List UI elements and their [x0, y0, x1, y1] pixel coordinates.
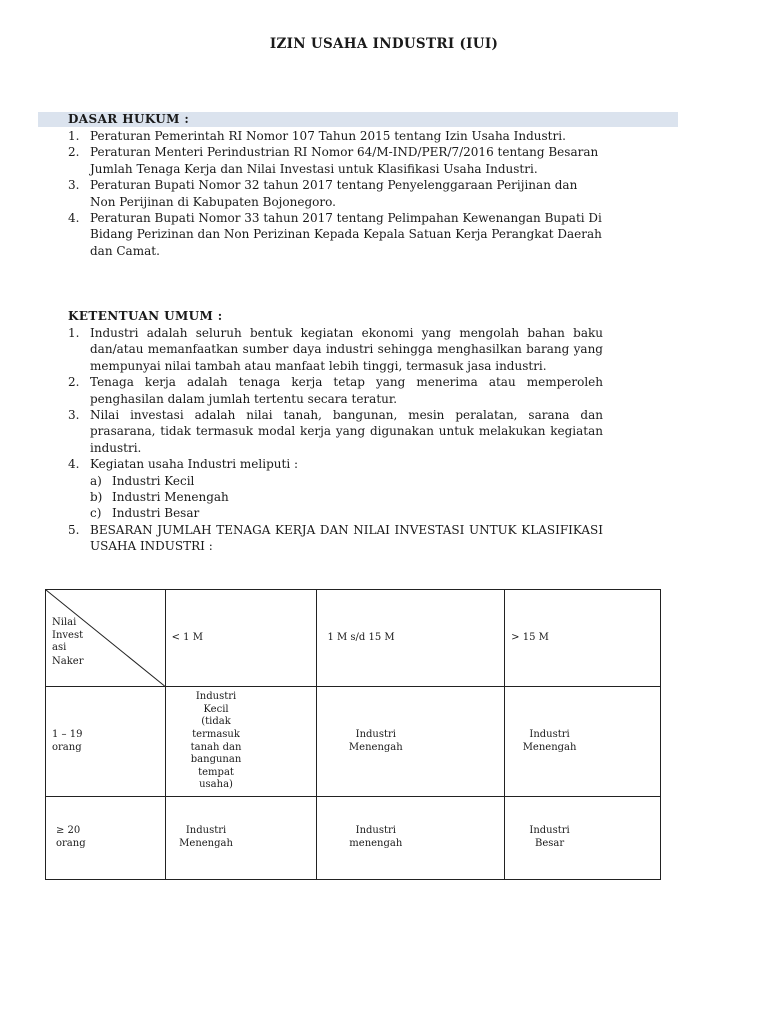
list-item: 2. Peraturan Menteri Perindustrian RI Nomor 64/M-IND/PER/7/2016 tentang Besaran Jumlah Tenaga Kerja dan Nilai Investasi untuk Klasifikasi Usaha Industri.	[68, 145, 599, 176]
list-item: 5. BESARAN JUMLAH TENAGA KERJA DAN NILAI INVESTASI UNTUK KLASIFIKASI USAHA INDUSTRI :	[68, 522, 603, 554]
table-cell: Industri Menengah	[165, 797, 317, 880]
table-cell: Industri menengah	[317, 797, 505, 880]
list-item: 3. Nilai investasi adalah nilai tanah, bangunan, mesin peralatan, sarana dan prasarana, tidak termasuk modal kerja yang digunakan untuk melakukan kegiatan industri.	[68, 408, 603, 455]
dasar-hukum-list	[0, 128, 603, 259]
table-cell: Industri Besar	[505, 797, 661, 880]
sub-list-item: a) Industri Kecil	[90, 473, 195, 488]
page-title: IZIN USAHA INDUSTRI (IUI)	[269, 36, 499, 52]
list-item: 2. Tenaga kerja adalah tenaga kerja tetap yang menerima atau memperoleh penghasilan dalam jumlah tertentu secara teratur.	[68, 375, 603, 406]
row-label: 1 – 19 orang	[46, 687, 166, 797]
list-item: 3. Peraturan Bupati Nomor 32 tahun 2017 tentang Penyelenggaraan Perijinan dan Non Perijinan di Kabupaten Bojonegoro.	[68, 178, 578, 209]
ketentuan-umum-list	[0, 325, 603, 555]
sub-list-item: c) Industri Besar	[90, 506, 200, 521]
diagonal-header-cell	[46, 590, 166, 687]
table-header-row	[46, 590, 661, 687]
table-cell: Industri Menengah	[317, 687, 505, 797]
sub-list	[90, 473, 603, 522]
table-cell: Industri Menengah	[505, 687, 661, 797]
table-row	[46, 687, 661, 797]
column-header: 1 M s/d 15 M	[317, 590, 505, 687]
column-header: > 15 M	[505, 590, 661, 687]
ketentuan-umum-heading: KETENTUAN UMUM :	[68, 309, 223, 323]
header-naker: Naker	[52, 656, 84, 667]
table-cell: Industri Kecil (tidak termasuk tanah dan bangunan tempat usaha)	[165, 687, 317, 797]
row-label: ≥ 20 orang	[46, 797, 166, 880]
list-item: 4. Peraturan Bupati Nomor 33 tahun 2017 tentang Pelimpahan Kewenangan Bupati Di Bidang Perizinan dan Non Perizinan Kepada Kepala Satuan Kerja Perangkat Daerah dan Camat.	[68, 211, 602, 258]
sub-list-item: b) Industri Menengah	[90, 490, 229, 505]
list-item: 1. Industri adalah seluruh bentuk kegiatan ekonomi yang mengolah bahan baku dan/atau memanfaatkan sumber daya industri sehingga menghasilkan barang yang mempunyai nilai tambah atau manfaat lebih tinggi, termasuk jasa industri.	[68, 326, 603, 373]
header-investasi: Nilai Invest asi	[52, 617, 84, 654]
list-item: 4. Kegiatan usaha Industri meliputi : a) Industri Kecil b) Industri Menengah c) Industri Besar	[0, 456, 603, 522]
classification-table	[45, 589, 661, 880]
dasar-hukum-heading: DASAR HUKUM :	[68, 112, 190, 126]
table-row	[46, 797, 661, 880]
list-item: 1. Peraturan Pemerintah RI Nomor 107 Tahun 2015 tentang Izin Usaha Industri.	[68, 129, 566, 143]
column-header: < 1 M	[165, 590, 317, 687]
